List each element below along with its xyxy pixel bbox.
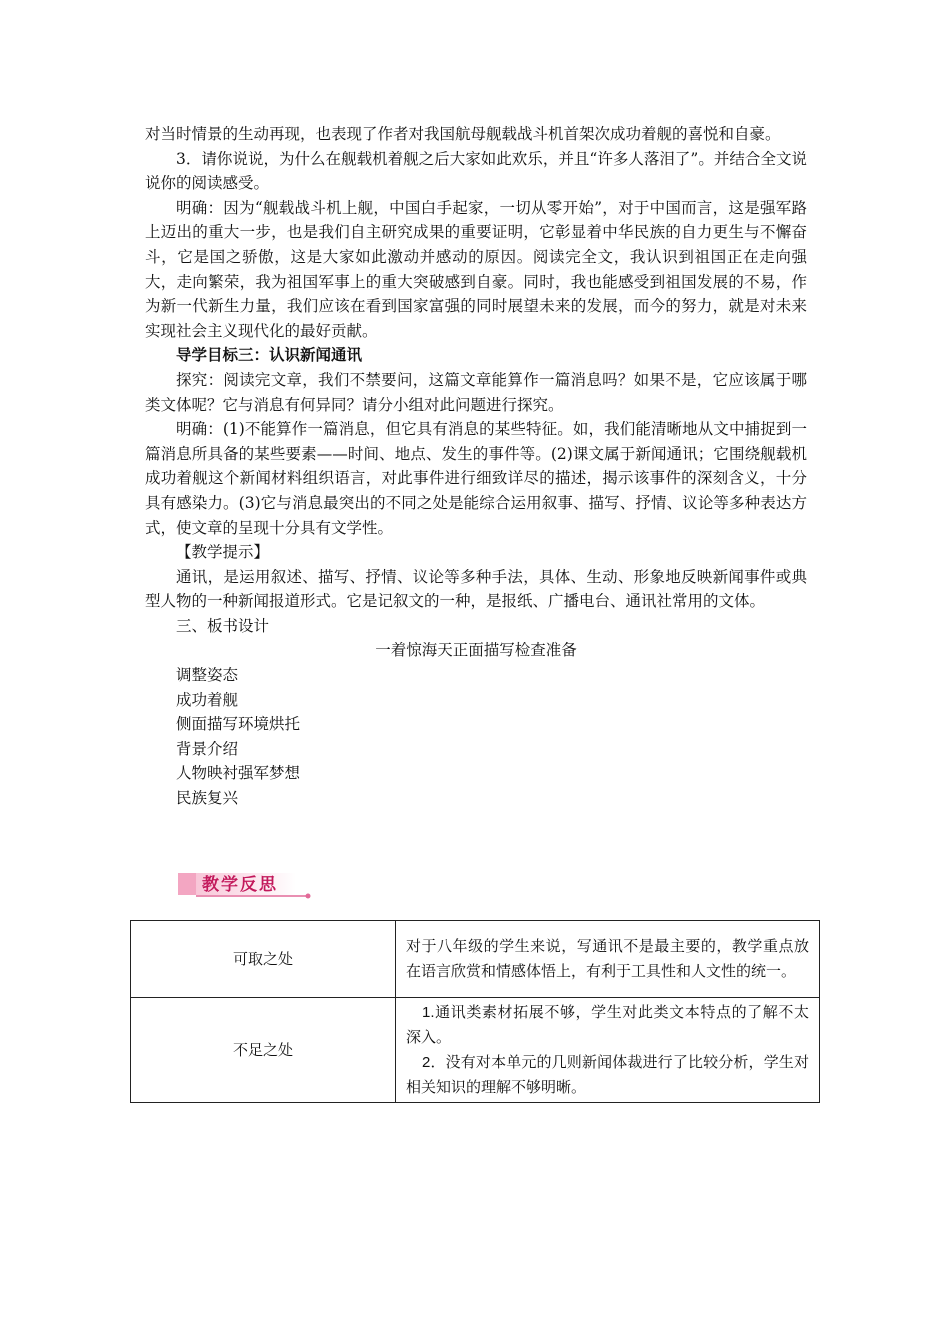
row-body-weaknesses: [396, 998, 820, 1103]
teaching-tip-heading: 【教学提示】: [176, 543, 270, 562]
board-item: 民族复兴: [176, 789, 239, 808]
reflection-table: [130, 920, 820, 1103]
document-body: [145, 122, 807, 811]
teaching-reflection-badge: [176, 870, 316, 900]
weakness-item: 1.通讯类素材拓展不够，学生对此类文本特点的了解不太深入。: [406, 1004, 809, 1046]
teaching-tip-text: 通讯，是运用叙述、描写、抒情、议论等多种手法，具体、生动、形象地反映新闻事件或典型人物的一种新闻报道形式。它是记叙文的一种，是报纸、广播电台、通讯社常用的文体。: [145, 567, 807, 611]
badge-left-bar: [178, 873, 196, 895]
table-row: [131, 921, 820, 998]
board-item: 背景介绍: [176, 739, 239, 758]
row-header-strengths: 可取之处: [131, 921, 396, 998]
reflection-badge-graphic: [176, 870, 316, 900]
weakness-item: 2．没有对本单元的几则新闻体裁进行了比较分析，学生对相关知识的理解不够明晰。: [406, 1054, 809, 1096]
board-item: 成功着舰: [176, 690, 239, 709]
board-item: 侧面描写环境烘托: [176, 715, 301, 734]
answer-paragraph: 明确：(1)不能算作一篇消息，但它具有消息的某些特征。如，我们能清晰地从文中捕捉到一篇消息所具备的某些要素——时间、地点、发生的事件等。(2)课文属于新闻通讯；它围绕舰载机成功着舰这个新闻材料组织语言，对此事件进行细致详尽的描述，揭示该事件的深刻含义，十分具有感染力。(3)它与消息最突出的不同之处是能综合运用叙事、描写、抒情、议论等多种表达方式，使文章的呈现十分具有文学性。: [145, 420, 807, 537]
badge-dot-icon: [306, 894, 311, 899]
board-center-line: 一着惊海天正面描写检查准备: [375, 641, 577, 660]
question-3: 3．请你说说，为什么在舰载机着舰之后大家如此欢乐，并且“许多人落泪了”。并结合全文说说你的阅读感受。: [145, 149, 807, 193]
board-design-heading: 三、板书设计: [176, 616, 270, 635]
goal-3-heading: 导学目标三：认识新闻通讯: [176, 345, 363, 365]
board-item: 人物映衬强军梦想: [176, 764, 301, 783]
table-row: [131, 998, 820, 1103]
paragraph-continuation: 对当时情景的生动再现，也表现了作者对我国航母舰载战斗机首架次成功着舰的喜悦和自豪。: [145, 125, 781, 143]
row-header-weaknesses: 不足之处: [131, 998, 396, 1103]
explore-paragraph: 探究：阅读完文章，我们不禁要问，这篇文章能算作一篇消息吗？如果不是，它应该属于哪类文体呢？它与消息有何异同？请分小组对此问题进行探究。: [145, 370, 807, 414]
badge-text: 教学反思: [202, 875, 278, 895]
board-item: 调整姿态: [176, 666, 239, 685]
answer-3: 明确：因为“舰载战斗机上舰，中国白手起家，一切从零开始”，对于中国而言，这是强军路上迈出的重大一步，也是我们自主研究成果的重要证明，它彰显着中华民族的自力更生与不懈奋斗，它是国之骄傲，这是大家如此激动并感动的原因。阅读完全文，我认识到祖国正在走向强大，走向繁荣，我为祖国军事上的重大突破感到自豪。同时，我也能感受到祖国发展的不易，作为新一代新生力量，我们应该在看到国家富强的同时展望未来的发展，而今的努力，就是对未来实现社会主义现代化的最好贡献。: [145, 198, 807, 340]
row-body-strengths: 对于八年级的学生来说，写通讯不是最主要的，教学重点放在语言欣赏和情感体悟上，有利于工具性和人文性的统一。: [396, 921, 820, 998]
